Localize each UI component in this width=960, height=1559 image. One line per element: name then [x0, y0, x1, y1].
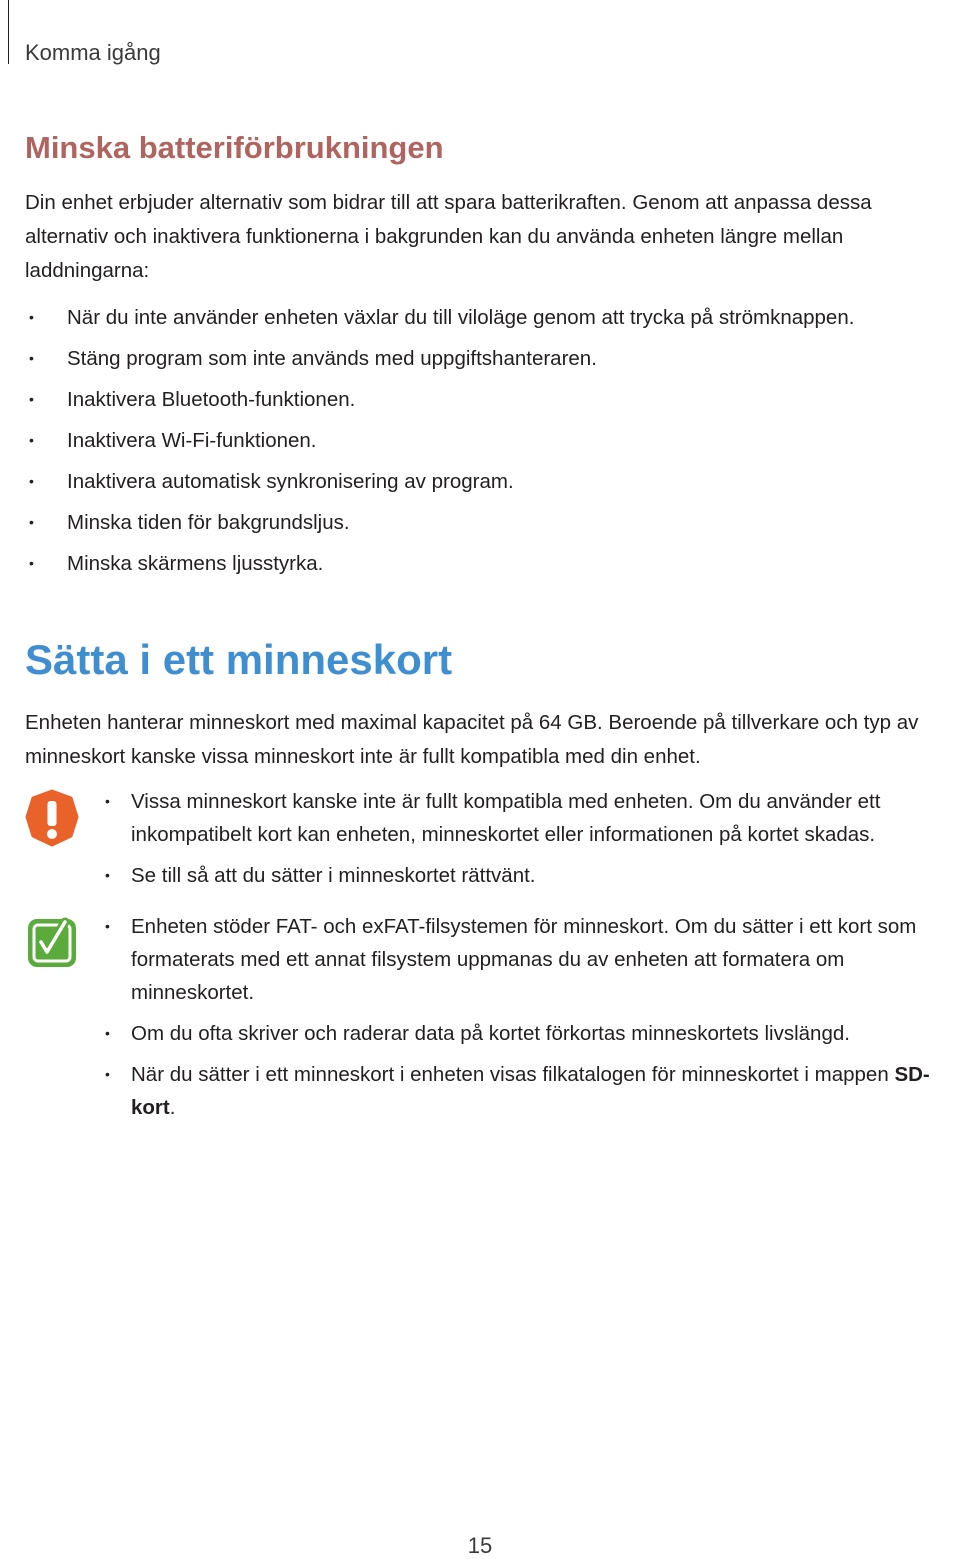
list-item — [25, 461, 935, 502]
tip-note-list — [105, 910, 960, 1132]
bullet-icon: • — [29, 473, 34, 489]
note-text: Enheten stöder FAT- och exFAT-filsystemen för minneskort. Om du sätter i ett kort som formaterats med ett annat filsystem uppmanas du av enheten att formatera om minneskortet. — [131, 915, 917, 1004]
bullet-icon: • — [29, 391, 34, 407]
list-item — [105, 1017, 960, 1050]
battery-section-intro: Din enhet erbjuder alternativ som bidrar till att spara batterikraften. Genom att anpassa dessa alternativ och inaktivera funktionerna i bakgrunden kan du använda enheten längre mellan laddningarna: — [25, 191, 872, 282]
battery-section-heading: Minska batteriförbrukningen — [25, 130, 444, 165]
bullet-icon: • — [105, 1066, 110, 1082]
list-item — [105, 1058, 960, 1124]
bullet-icon: • — [29, 309, 34, 325]
running-header: Komma igång — [25, 40, 161, 65]
bullet-icon: • — [29, 432, 34, 448]
caution-icon — [25, 789, 79, 847]
list-item — [25, 379, 935, 420]
list-item — [25, 338, 935, 379]
bullet-icon: • — [105, 1025, 110, 1041]
bullet-icon: • — [29, 555, 34, 571]
bullet-icon: • — [105, 918, 110, 934]
bullet-icon: • — [105, 867, 110, 883]
note-text: Vissa minneskort kanske inte är fullt kompatibla med enheten. Om du använder ett inkompatibelt kort kan enheten, minneskortet eller informationen på kortet skadas. — [131, 790, 881, 846]
tip-text: När du inte använder enheten växlar du till viloläge genom att trycka på strömknappen. — [67, 306, 855, 329]
note-text-suffix: . — [169, 1096, 176, 1119]
note-text: Om du ofta skriver och raderar data på kortet förkortas minneskortets livslängd. — [131, 1022, 850, 1045]
note-text-prefix: När du sätter i ett minneskort i enheten visas filkatalogen för minneskortet i mappen — [131, 1063, 895, 1086]
tip-text: Inaktivera Wi-Fi-funktionen. — [67, 429, 317, 452]
list-item — [25, 297, 935, 338]
battery-tips-list — [25, 297, 935, 584]
list-item — [25, 502, 935, 543]
page-number: 15 — [467, 1533, 493, 1558]
list-item — [105, 785, 960, 851]
tip-text: Inaktivera Bluetooth-funktionen. — [67, 388, 356, 411]
bullet-icon: • — [29, 350, 34, 366]
memory-card-section-heading: Sätta i ett minneskort — [25, 636, 453, 683]
corner-rule — [8, 0, 9, 64]
note-pencil-icon — [25, 914, 79, 972]
list-item — [105, 910, 960, 1009]
tip-text: Inaktivera automatisk synkronisering av program. — [67, 470, 514, 493]
tip-text: Minska tiden för bakgrundsljus. — [67, 511, 350, 534]
tip-text: Stäng program som inte används med uppgiftshanteraren. — [67, 347, 597, 370]
note-text: Se till så att du sätter i minneskortet rättvänt. — [131, 864, 536, 887]
bullet-icon: • — [105, 793, 110, 809]
tip-text: Minska skärmens ljusstyrka. — [67, 552, 324, 575]
folder-name: SD-kort — [131, 1063, 930, 1119]
list-item — [25, 420, 935, 461]
list-item — [25, 543, 935, 584]
list-item — [105, 859, 960, 892]
warning-note-list — [105, 785, 960, 900]
memory-card-section-intro: Enheten hanterar minneskort med maximal kapacitet på 64 GB. Beroende på tillverkare och typ av minneskort kanske vissa minneskort inte är fullt kompatibla med din enhet. — [25, 711, 919, 768]
bullet-icon: • — [29, 514, 34, 530]
